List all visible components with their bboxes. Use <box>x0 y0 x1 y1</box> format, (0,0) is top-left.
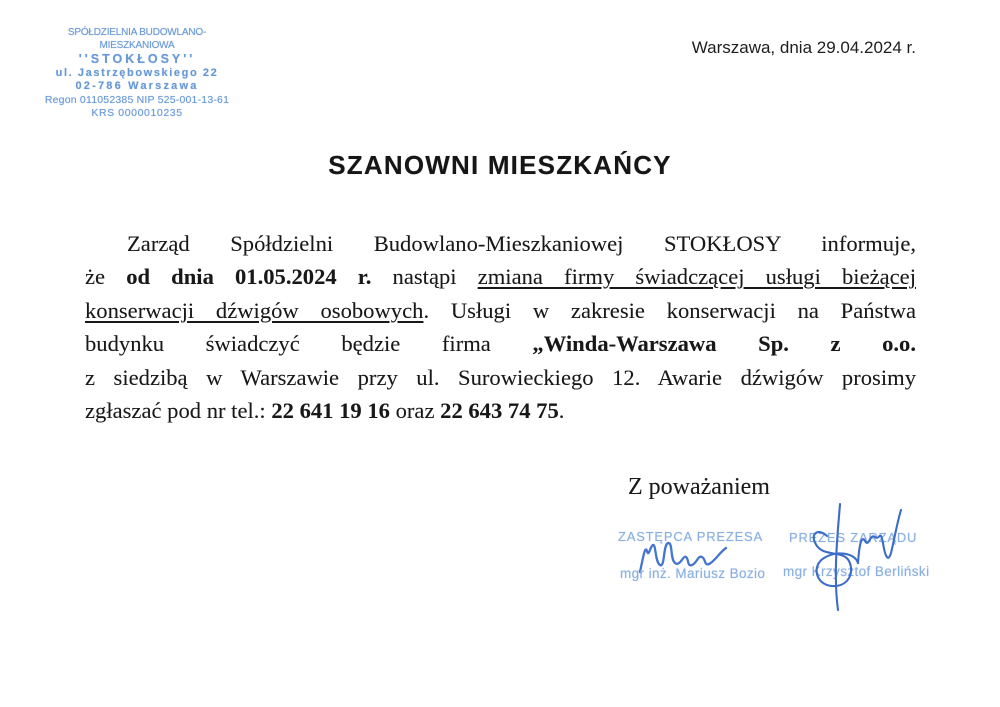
text-run: zgłaszać pod nr tel.: <box>85 398 272 424</box>
stamp-city: 02-786 Warszawa <box>75 80 199 92</box>
text-run: oraz <box>389 398 441 424</box>
letter-heading: SZANOWNI MIESZKAŃCY <box>328 150 672 180</box>
signature-right-title: PREZES ZARZĄDU <box>789 530 918 545</box>
stamp-org-name: SPÓŁDZIELNIA BUDOWLANO-MIESZKANIOWA <box>67 27 207 51</box>
signature-right-name: mgr Krzysztof Berliński <box>783 564 930 579</box>
body-line <box>85 361 916 394</box>
text-run: nastąpi <box>371 264 478 290</box>
stamp-regon-nip: Regon 011052385 NIP 525-001-13-61 <box>44 94 230 106</box>
text-run: . <box>558 398 565 424</box>
text-run-bold: „Winda-Warszawa Sp. z o.o. <box>532 331 916 357</box>
body-line <box>85 294 916 327</box>
handwritten-signature-right-icon <box>797 496 915 614</box>
date-line: Warszawa, dnia 29.04.2024 r. <box>691 38 916 57</box>
signature-left-title: ZASTĘPCA PREZESA <box>618 529 764 544</box>
text-run-bold: 22 641 19 16 <box>271 398 390 424</box>
cooperative-stamp <box>28 26 246 120</box>
text-run: Zarząd Spółdzielni Budowlano-Mieszkaniowej STOKŁOSY informuje, <box>127 231 916 256</box>
text-run-underline: zmiana firmy świadczącej usługi bieżącej <box>477 264 916 290</box>
letter-body <box>85 227 916 427</box>
body-line <box>85 394 916 427</box>
body-line <box>85 227 916 260</box>
closing-salutation: Z poważaniem <box>628 474 770 500</box>
body-line <box>85 260 916 293</box>
text-run-bold: 22 643 74 75 <box>440 398 559 424</box>
text-run-bold: od dnia 01.05.2024 r. <box>126 264 372 290</box>
stamp-krs: KRS 0000010235 <box>91 107 183 119</box>
body-line <box>85 327 916 360</box>
text-run: budynku świadczyć będzie firma <box>85 331 533 357</box>
stamp-brand: ''STOKŁOSY'' <box>78 52 196 66</box>
text-run-underline: konserwacji dźwigów osobowych <box>85 297 424 323</box>
signature-left-name: mgr inż. Mariusz Bozio <box>620 566 766 581</box>
text-run: . Usługi w zakresie konserwacji na Państwa <box>423 297 916 323</box>
text-run: z siedzibą w Warszawie przy ul. Surowieckiego 12. Awarie dźwigów prosimy <box>85 364 916 390</box>
text-run: że <box>85 264 127 290</box>
stamp-street: ul. Jastrzębowskiego 22 <box>55 67 219 79</box>
